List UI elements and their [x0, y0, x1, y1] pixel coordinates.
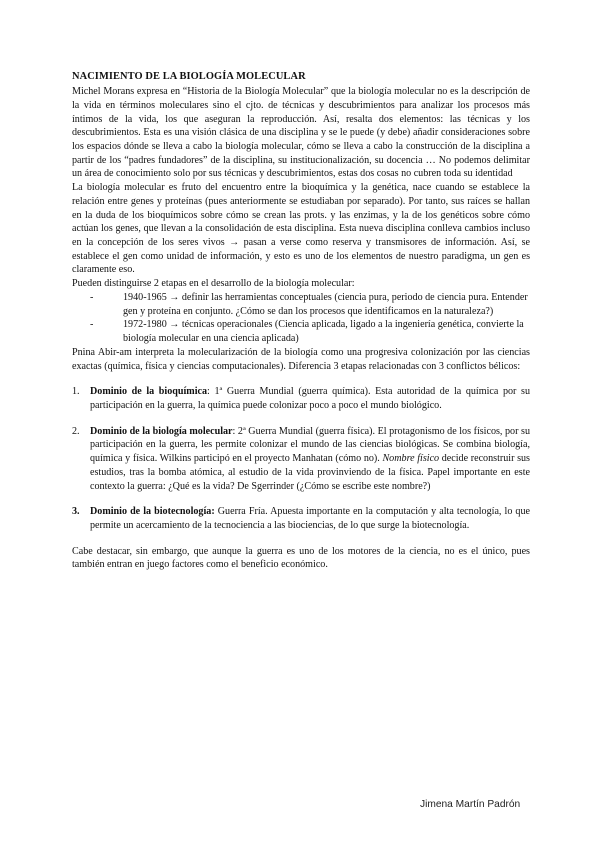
list-item — [72, 291, 530, 318]
domain-text: : 1ª Guerra Mundial (guerra química). Esta autoridad de la química por su participación en la guerra, la química puede colonizar poco a poco el mundo biológico. — [90, 386, 530, 411]
domain-heading: Dominio de la biología molecular — [90, 425, 233, 437]
stage-text: 1972-1980 → técnicas operacionales (Ciencia aplicada, ligado a la ingeniería genética, convierte la biología molecular en una ciencia aplicada) — [123, 319, 524, 345]
document-body — [72, 70, 530, 572]
domain-heading: Dominio de la biotecnología: — [90, 506, 215, 518]
domain-item-2 — [72, 425, 530, 494]
domain-item-3 — [72, 505, 530, 532]
item-number: 2. — [72, 425, 80, 437]
list-dash: - — [90, 291, 94, 303]
closing-paragraph: Cabe destacar, sin embargo, que aunque la guerra es uno de los motores de la ciencia, no es el único, pues también entran en juego factores como el beneficio económico. — [72, 545, 530, 571]
domain-text: : 2ª Guerra Mundial (guerra física). El protagonismo de los físicos, por su participación en la guerra, les permite colonizar el mundo de las ciencias biológicas. Se combina biología, química y física. Wilkins participó en el proyecto Manhatan (cómo no). — [90, 425, 530, 465]
item-number: 3. — [72, 506, 80, 518]
domain-item-1 — [72, 385, 530, 412]
list-item — [72, 318, 530, 345]
stage-text: 1940-1965 → definir las herramientas conceptuales (ciencia pura, periodo de ciencia pura. Entender gen y proteína en conjunto. ¿Cómo se dan los procesos que identificamos en la naturaleza?) — [123, 291, 528, 317]
domain-text: Guerra Fría. Apuesta importante en la computación y alta tecnología, lo que permite un acercamiento de la tecnociencia a las biociencias, de lo que surge la biotecnología. — [90, 506, 530, 531]
list-dash: - — [90, 319, 94, 331]
domain-heading: Dominio de la bioquímica — [90, 386, 208, 398]
stages-intro: Pueden distinguirse 2 etapas en el desarrollo de la biología molecular: — [72, 278, 355, 290]
stages-list — [72, 291, 530, 346]
author-signature: Jimena Martín Padrón — [420, 799, 521, 810]
item-number: 1. — [72, 386, 80, 398]
intro-paragraph-2: La biología molecular es fruto del encuentro entre la bioquímica y la genética, nace cuando se establece la relación entre genes y proteínas (pues anteriormente se estudiaban por separado). Por tanto, sus raíces se hallan en la duda de los bioquímicos sobre cómo se crean las prots. y las enzimas, y la de los genéticos sobre cómo actúan los genes, que llevan a la consolidación de esta disciplina. Esta nueva disciplina conlleva cambios incluso en la concepción de los seres vivos → pasan a verse como reserva y transmisores de información. Así, se establece el gen como unidad de información, y esto es uno de los elementos de nuestro paradigma, un gen es claramente eso. — [72, 182, 530, 276]
domain-italic: Nombre físico — [382, 453, 440, 465]
document-title: NACIMIENTO DE LA BIOLOGÍA MOLECULAR — [72, 71, 306, 82]
domain-text: decide reconstruir sus estudios, tras la bomba atómica, al estudio de la vida provinviendo de la física. Papel importante en este contexto la guerra: ¿Qué es la vida? De Sgerrinder (¿Cómo se escribe este nombre?) — [90, 453, 530, 492]
intro-paragraph-1: Michel Morans expresa en “Historia de la Biología Molecular” que la biología molecular no es la descripción de la vida en términos moleculares sino el cjto. de técnicas y descubrimientos para analizar los procesos más íntimos de la vida, los que aseguran la reproducción. Así, resalta dos elementos: las técnicas y los descubrimientos. Esta es una visión clásica de una disciplina y se le puede (y debe) añadir consideraciones sobre los espacios dónde se lleva a cabo la biología molecular, cómo se lleva a cabo la construcción de la disciplina a partir de los “padres fundadores” de la disciplina, su institucionalización, su docencia … No podemos delimitar un área de conocimiento solo por sus técnicas y descubrimientos, estas dos cosas no cubren toda su identidad — [72, 86, 530, 180]
abir-paragraph: Pnina Abir-am interpreta la molecularización de la biología como una progresiva colonización por las ciencias exactas (química, física y ciencias computacionales). Diferencia 3 etapas relacionadas con 3 conflictos bélicos: — [72, 346, 530, 372]
